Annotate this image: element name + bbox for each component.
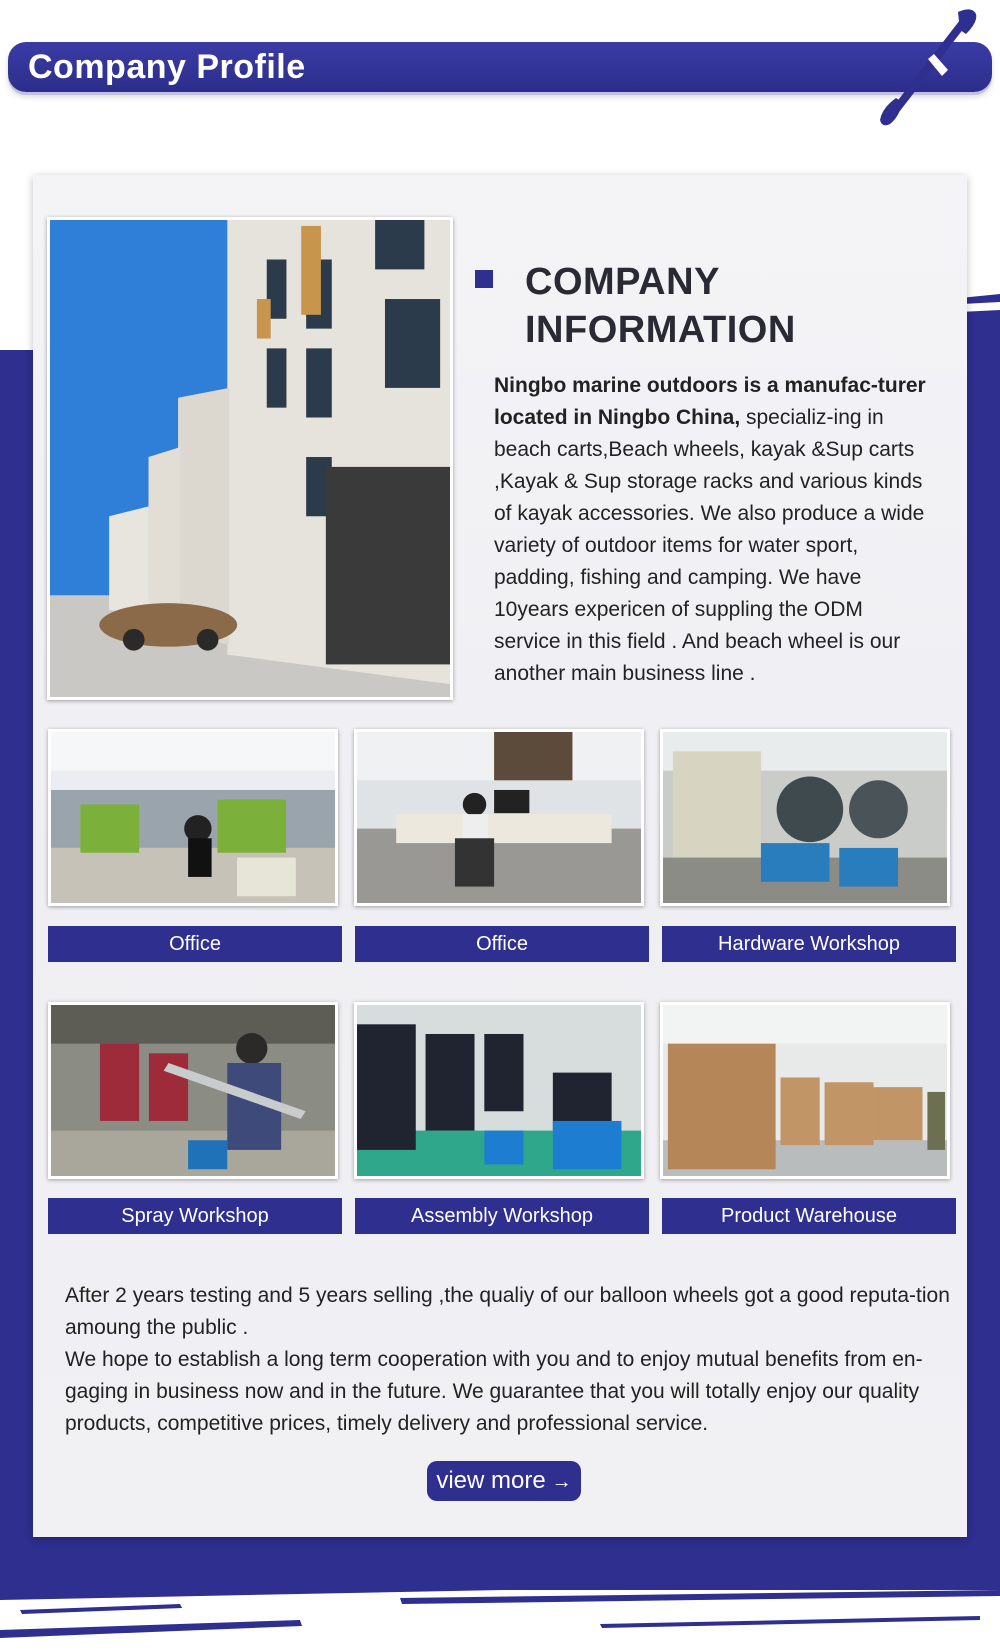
caption-office-2: Office [355,926,649,962]
caption-spray-workshop: Spray Workshop [48,1198,342,1234]
company-body-text: specializ-ing in beach carts,Beach wheels, kayak &Sup carts ,Kayak & Sup storage racks and various kinds of kayak accessories. We also produce a wide variety of outdoor items for water sport, padding, fishing and camping. We have 10years expericen of suppling the ODM service in this field . And beach wheel is our another main business line . [494,406,925,685]
closing-paragraph-2: We hope to establish a long term cooperation with you and to enjoy mutual benefits from en-gaging in business now and in the future. We guarantee that you will totally enjoy our quality products, competitive prices, timely delivery and professional service. [65,1348,923,1435]
view-more-button[interactable] [427,1461,581,1501]
caption-office-1: Office [48,926,342,962]
company-description [494,370,934,690]
office-photo-2 [354,729,644,906]
caption-assembly-workshop: Assembly Workshop [355,1198,649,1234]
factory-building-photo [47,217,453,700]
assembly-workshop-photo [354,1002,644,1179]
brush-edge-bottom [0,1560,1000,1650]
heading-line-2: INFORMATION [525,309,796,351]
page-title: Company Profile [28,48,306,86]
view-more-label: view more [436,1467,546,1494]
spray-workshop-photo [48,1002,338,1179]
caption-product-warehouse: Product Warehouse [662,1198,956,1234]
company-lead-text: Ningbo marine outdoors is a manufac-turer located in Ningbo China, [494,374,926,429]
closing-paragraph-1: After 2 years testing and 5 years selling ,the qualiy of our balloon wheels got a good reputa-tion amoung the public . [65,1284,950,1339]
hardware-workshop-photo [660,729,950,906]
heading-line-1: COMPANY [525,261,720,303]
paddle-icon [868,4,988,132]
arrow-right-icon: → [551,1471,572,1493]
caption-hardware-workshop: Hardware Workshop [662,926,956,962]
closing-paragraph [65,1280,965,1440]
office-photo-1 [48,729,338,906]
company-information-heading [495,258,935,354]
product-warehouse-photo [660,1002,950,1179]
heading-square-icon [475,270,493,288]
